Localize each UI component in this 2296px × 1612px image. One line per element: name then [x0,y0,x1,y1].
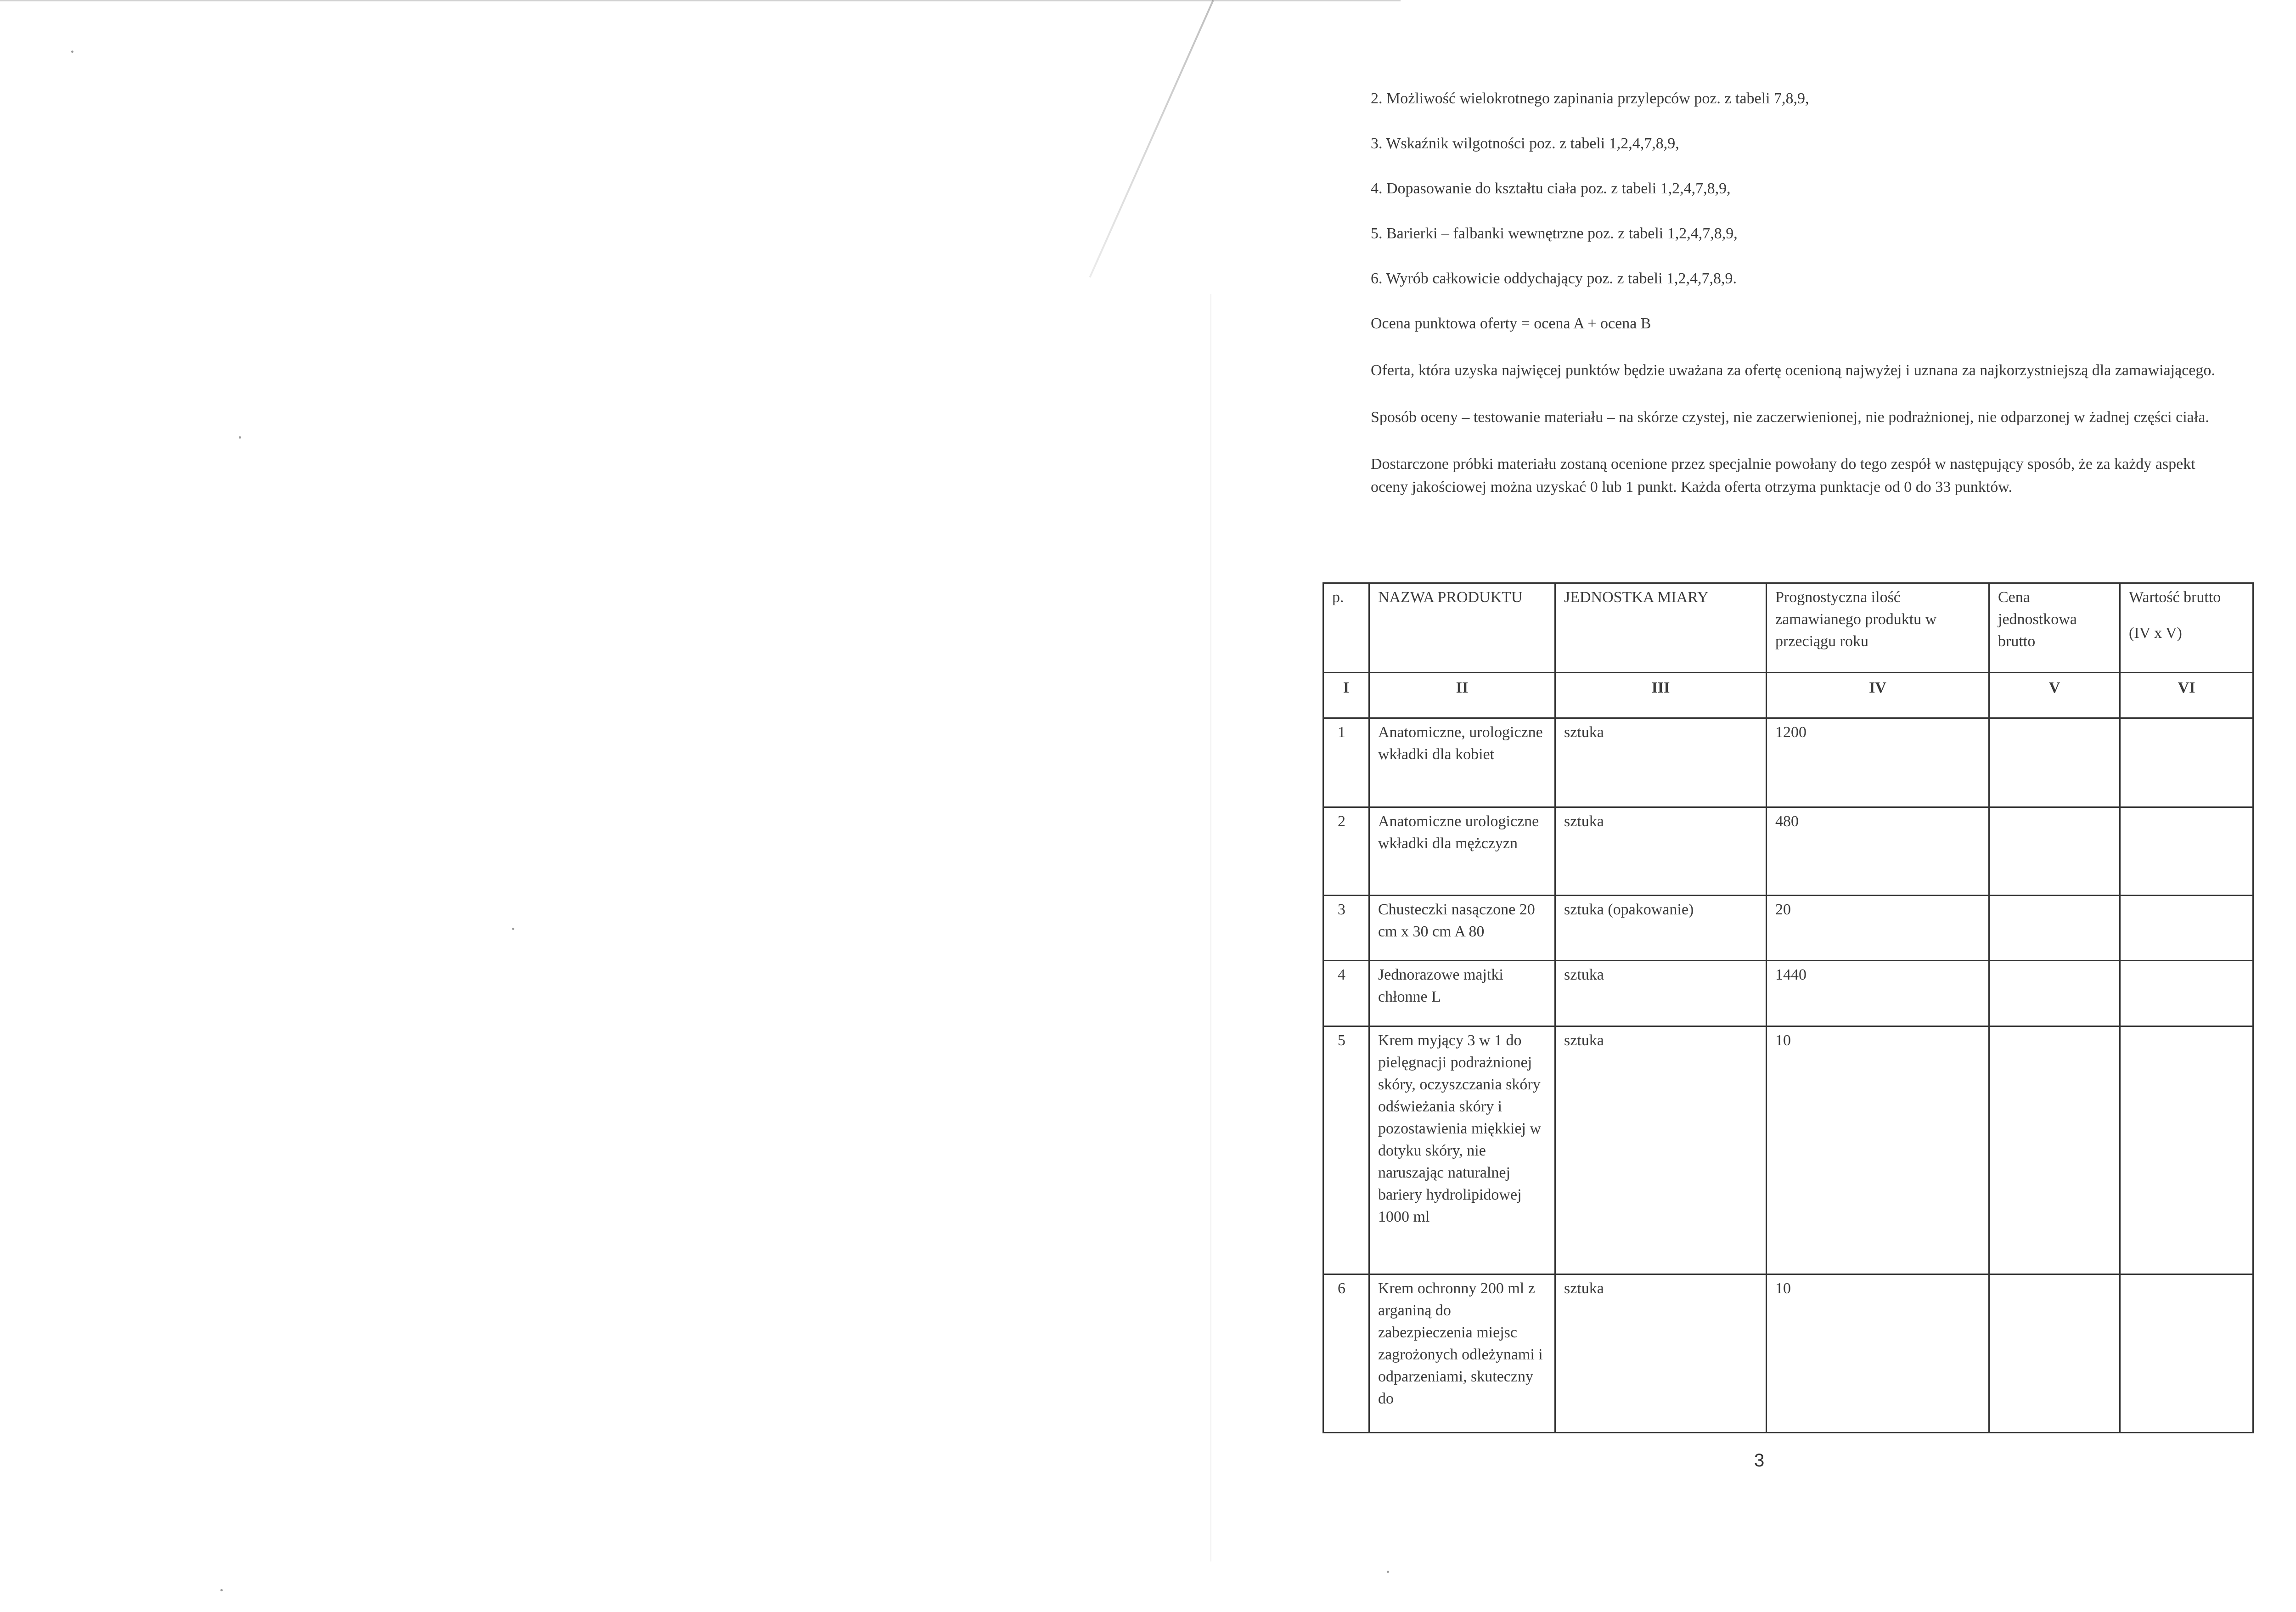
header-gross-value-label: Wartość brutto [2129,589,2221,606]
criteria-text-block [1371,87,2216,523]
row-product-name: Chusteczki nasączone 20 cm x 30 cm A 80 [1369,896,1555,961]
row-gross-value [2120,807,2253,896]
roman-cell: III [1555,673,1767,718]
row-quantity: 1200 [1767,718,1989,807]
scan-speck [220,1589,223,1591]
row-quantity: 1440 [1767,961,1989,1026]
page-number: 3 [1754,1450,1765,1471]
header-unit: JEDNOSTKA MIARY [1555,583,1767,673]
roman-cell: I [1323,673,1369,718]
row-number: 4 [1323,961,1369,1026]
roman-cell: IV [1767,673,1989,718]
header-product-name: NAZWA PRODUKTU [1369,583,1555,673]
row-unit-price [1989,896,2120,961]
table-row [1323,1274,2253,1433]
header-lp: p. [1323,583,1369,673]
products-table [1322,582,2254,1433]
header-unit-price: Cena jednostkowa brutto [1989,583,2120,673]
row-unit: sztuka (opakowanie) [1555,896,1767,961]
table-row [1323,718,2253,807]
row-unit: sztuka [1555,718,1767,807]
criterion-2: 2. Możliwość wielokrotnego zapinania przylepców poz. z tabeli 7,8,9, [1371,90,1809,107]
row-product-name: Anatomiczne, urologiczne wkładki dla kobiet [1369,718,1555,807]
criterion-6: 6. Wyrób całkowicie oddychający poz. z tabeli 1,2,4,7,8,9. [1371,270,1737,287]
row-gross-value [2120,961,2253,1026]
scan-page-edge [1210,294,1211,1561]
scan-speck [1387,1571,1389,1573]
table-row [1323,961,2253,1026]
row-unit: sztuka [1555,1274,1767,1433]
row-gross-value [2120,718,2253,807]
table-row [1323,896,2253,961]
row-unit-price [1989,807,2120,896]
row-product-name: Anatomiczne urologiczne wkładki dla mężczyzn [1369,807,1555,896]
row-number: 3 [1323,896,1369,961]
row-gross-value [2120,1026,2253,1274]
row-product-name: Krem myjący 3 w 1 do pielęgnacji podrażnionej skóry, oczyszczania skóry odświeżania skóry i pozostawienia miękkiej w dotyku skóry, nie naruszając naturalnej bariery hydrolipidowej 1000 ml [1369,1026,1555,1274]
criterion-5: 5. Barierki – falbanki wewnętrzne poz. z tabeli 1,2,4,7,8,9, [1371,225,1738,242]
row-quantity: 10 [1767,1026,1989,1274]
evaluation-method-paragraph: Sposób oceny – testowanie materiału – na skórze czystej, nie zaczerwienionej, nie podrażnionej, nie odparzonej w żadnej części ciała. [1371,409,2209,426]
winning-offer-paragraph: Oferta, która uzyska najwięcej punktów będzie uważana za ofertę ocenioną najwyżej i uznana za najkorzystniejszą dla zamawiającego. [1371,362,2215,379]
roman-cell: VI [2120,673,2253,718]
scan-speck [512,928,514,930]
row-product-name: Krem ochronny 200 ml z arganiną do zabezpieczenia miejsc zagrożonych odleżynami i odparzeniami, skuteczny do [1369,1274,1555,1433]
row-unit-price [1989,1274,2120,1433]
row-unit: sztuka [1555,807,1767,896]
row-quantity: 10 [1767,1274,1989,1433]
header-gross-value-formula: (IV x V) [2129,625,2182,642]
row-number: 2 [1323,807,1369,896]
row-quantity: 20 [1767,896,1989,961]
scoring-formula: Ocena punktowa oferty = ocena A + ocena B [1371,315,1651,332]
row-unit-price [1989,1026,2120,1274]
roman-numeral-row [1323,673,2253,718]
header-quantity: Prognostyczna ilość zamawianego produktu w przeciągu roku [1767,583,1989,673]
scan-speck [239,436,241,439]
row-gross-value [2120,896,2253,961]
samples-paragraph: Dostarczone próbki materiału zostaną ocenione przez specjalnie powołany do tego zespół w następujący sposób, że za każdy aspekt oceny jakościowej można uzyskać 0 lub 1 punkt. Każda oferta otrzyma punktacje od 0 do 33 punktów. [1371,456,2195,496]
row-number: 1 [1323,718,1369,807]
row-unit: sztuka [1555,961,1767,1026]
criterion-4: 4. Dopasowanie do kształtu ciała poz. z tabeli 1,2,4,7,8,9, [1371,180,1731,197]
row-number: 5 [1323,1026,1369,1274]
scan-speck [71,51,73,53]
row-number: 6 [1323,1274,1369,1433]
row-unit: sztuka [1555,1026,1767,1274]
table-row [1323,1026,2253,1274]
row-unit-price [1989,718,2120,807]
row-gross-value [2120,1274,2253,1433]
table-row [1323,807,2253,896]
roman-cell: V [1989,673,2120,718]
roman-cell: II [1369,673,1555,718]
table-header-row [1323,583,2253,673]
row-product-name: Jednorazowe majtki chłonne L [1369,961,1555,1026]
criterion-3: 3. Wskaźnik wilgotności poz. z tabeli 1,2,4,7,8,9, [1371,135,1679,152]
row-unit-price [1989,961,2120,1026]
row-quantity: 480 [1767,807,1989,896]
scan-top-edge [0,0,1401,1]
scan-fold-line [1089,0,1214,278]
header-gross-value [2120,583,2253,673]
